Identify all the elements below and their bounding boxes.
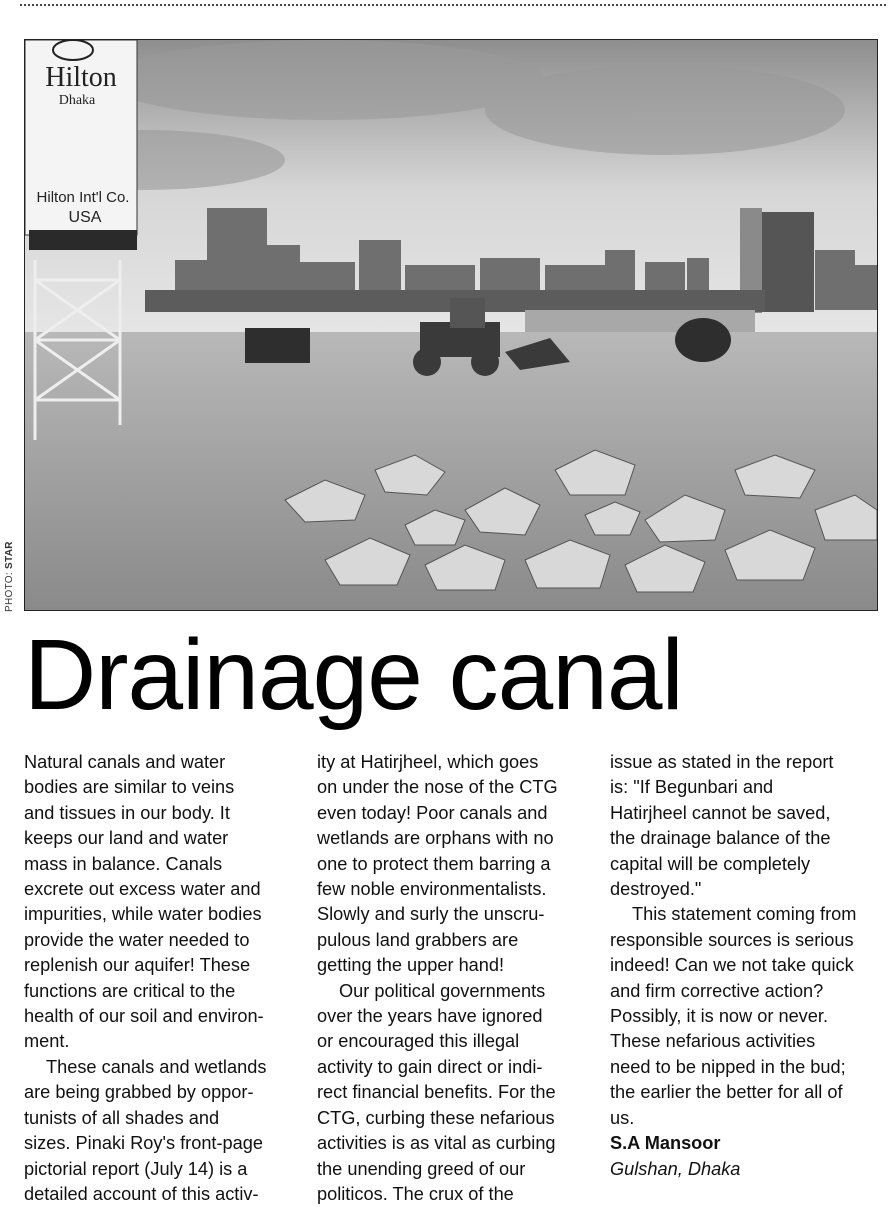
text-line: getting the upper hand!: [317, 955, 505, 976]
text-line: are being grabbed by oppor-: [24, 1082, 254, 1103]
text-line: responsible sources is serious: [610, 929, 854, 950]
text-line: provide the water needed to: [24, 929, 250, 950]
text-line: replenish our aquifer! These: [24, 955, 251, 976]
text-line: CTG, curbing these nefarious: [317, 1107, 555, 1128]
text-line: ment.: [24, 1031, 70, 1052]
text-line: These canals and wetlands: [46, 1056, 267, 1077]
text-line: and firm corrective action?: [610, 980, 824, 1001]
text-line: the earlier the better for all of: [610, 1082, 843, 1103]
photo-credit-source: STAR: [4, 541, 15, 569]
text-line: pulous land grabbers are: [317, 929, 519, 950]
text-line: keeps our land and water: [24, 828, 229, 849]
hilton-billboard: [25, 40, 137, 250]
text-column-1: [24, 750, 296, 1207]
text-line: pictorial report (July 14) is a: [24, 1158, 248, 1179]
text-line: activities is as vital as curbing: [317, 1133, 556, 1154]
text-line: health of our soil and environ-: [24, 1006, 264, 1027]
text-line: Possibly, it is now or never.: [610, 1006, 828, 1027]
text-line: excrete out excess water and: [24, 879, 261, 900]
text-line: These nefarious activities: [610, 1031, 816, 1052]
text-line: issue as stated in the report: [610, 752, 834, 772]
text-line: even today! Poor canals and: [317, 802, 548, 823]
text-line: sizes. Pinaki Roy's front-page: [24, 1133, 264, 1154]
top-dotted-rule: [20, 4, 886, 6]
text-line: destroyed.": [610, 879, 702, 900]
text-line: is: "If Begunbari and: [610, 777, 774, 798]
text-line: detailed account of this activ-: [24, 1183, 259, 1204]
text-line: capital will be completely: [610, 853, 811, 874]
text-line: Slowly and surly the unscru-: [317, 904, 545, 925]
text-line: the unending greed of our: [317, 1158, 526, 1179]
billboard-city: Dhaka: [58, 93, 96, 108]
article-headline: Drainage canal: [24, 619, 683, 731]
signature-name: S.A Mansoor: [610, 1133, 721, 1154]
news-photo: [24, 39, 878, 611]
text-line: indeed! Can we not take quick: [610, 955, 854, 976]
text-line: on under the nose of the CTG: [317, 777, 558, 798]
billboard-line1: Hilton Int'l Co.: [36, 189, 130, 206]
text-line: mass in balance. Canals: [24, 853, 223, 874]
text-line: bodies are similar to veins: [24, 777, 235, 798]
billboard-brand: Hilton: [45, 62, 117, 93]
text-line: Natural canals and water: [24, 752, 226, 772]
text-line: us.: [610, 1107, 635, 1128]
text-line: over the years have ignored: [317, 1006, 543, 1027]
text-line: need to be nipped in the bud;: [610, 1056, 846, 1077]
text-line: impurities, while water bodies: [24, 904, 262, 925]
text-line: This statement coming from: [632, 904, 857, 925]
photo-credit: [4, 541, 15, 612]
signature-location: Gulshan, Dhaka: [610, 1158, 741, 1179]
text-line: or encouraged this illegal: [317, 1031, 520, 1052]
billboard-line2: USA: [68, 209, 102, 226]
text-line: activity to gain direct or indi-: [317, 1056, 543, 1077]
text-line: the drainage balance of the: [610, 828, 831, 849]
text-line: one to protect them barring a: [317, 853, 551, 874]
photo-credit-prefix: PHOTO:: [4, 572, 15, 612]
text-line: few noble environmentalists.: [317, 879, 547, 900]
text-line: Hatirjheel cannot be saved,: [610, 802, 831, 823]
text-line: functions are critical to the: [24, 980, 236, 1001]
text-line: Our political governments: [339, 980, 546, 1001]
text-line: rect financial benefits. For the: [317, 1082, 556, 1103]
text-column-2: [317, 750, 589, 1207]
text-line: politicos. The crux of the: [317, 1183, 514, 1204]
text-line: tunists of all shades and: [24, 1107, 220, 1128]
text-line: and tissues in our body. It: [24, 802, 230, 823]
text-line: wetlands are orphans with no: [317, 828, 554, 849]
text-line: ity at Hatirjheel, which goes: [317, 752, 539, 772]
text-column-3: [610, 750, 882, 1182]
